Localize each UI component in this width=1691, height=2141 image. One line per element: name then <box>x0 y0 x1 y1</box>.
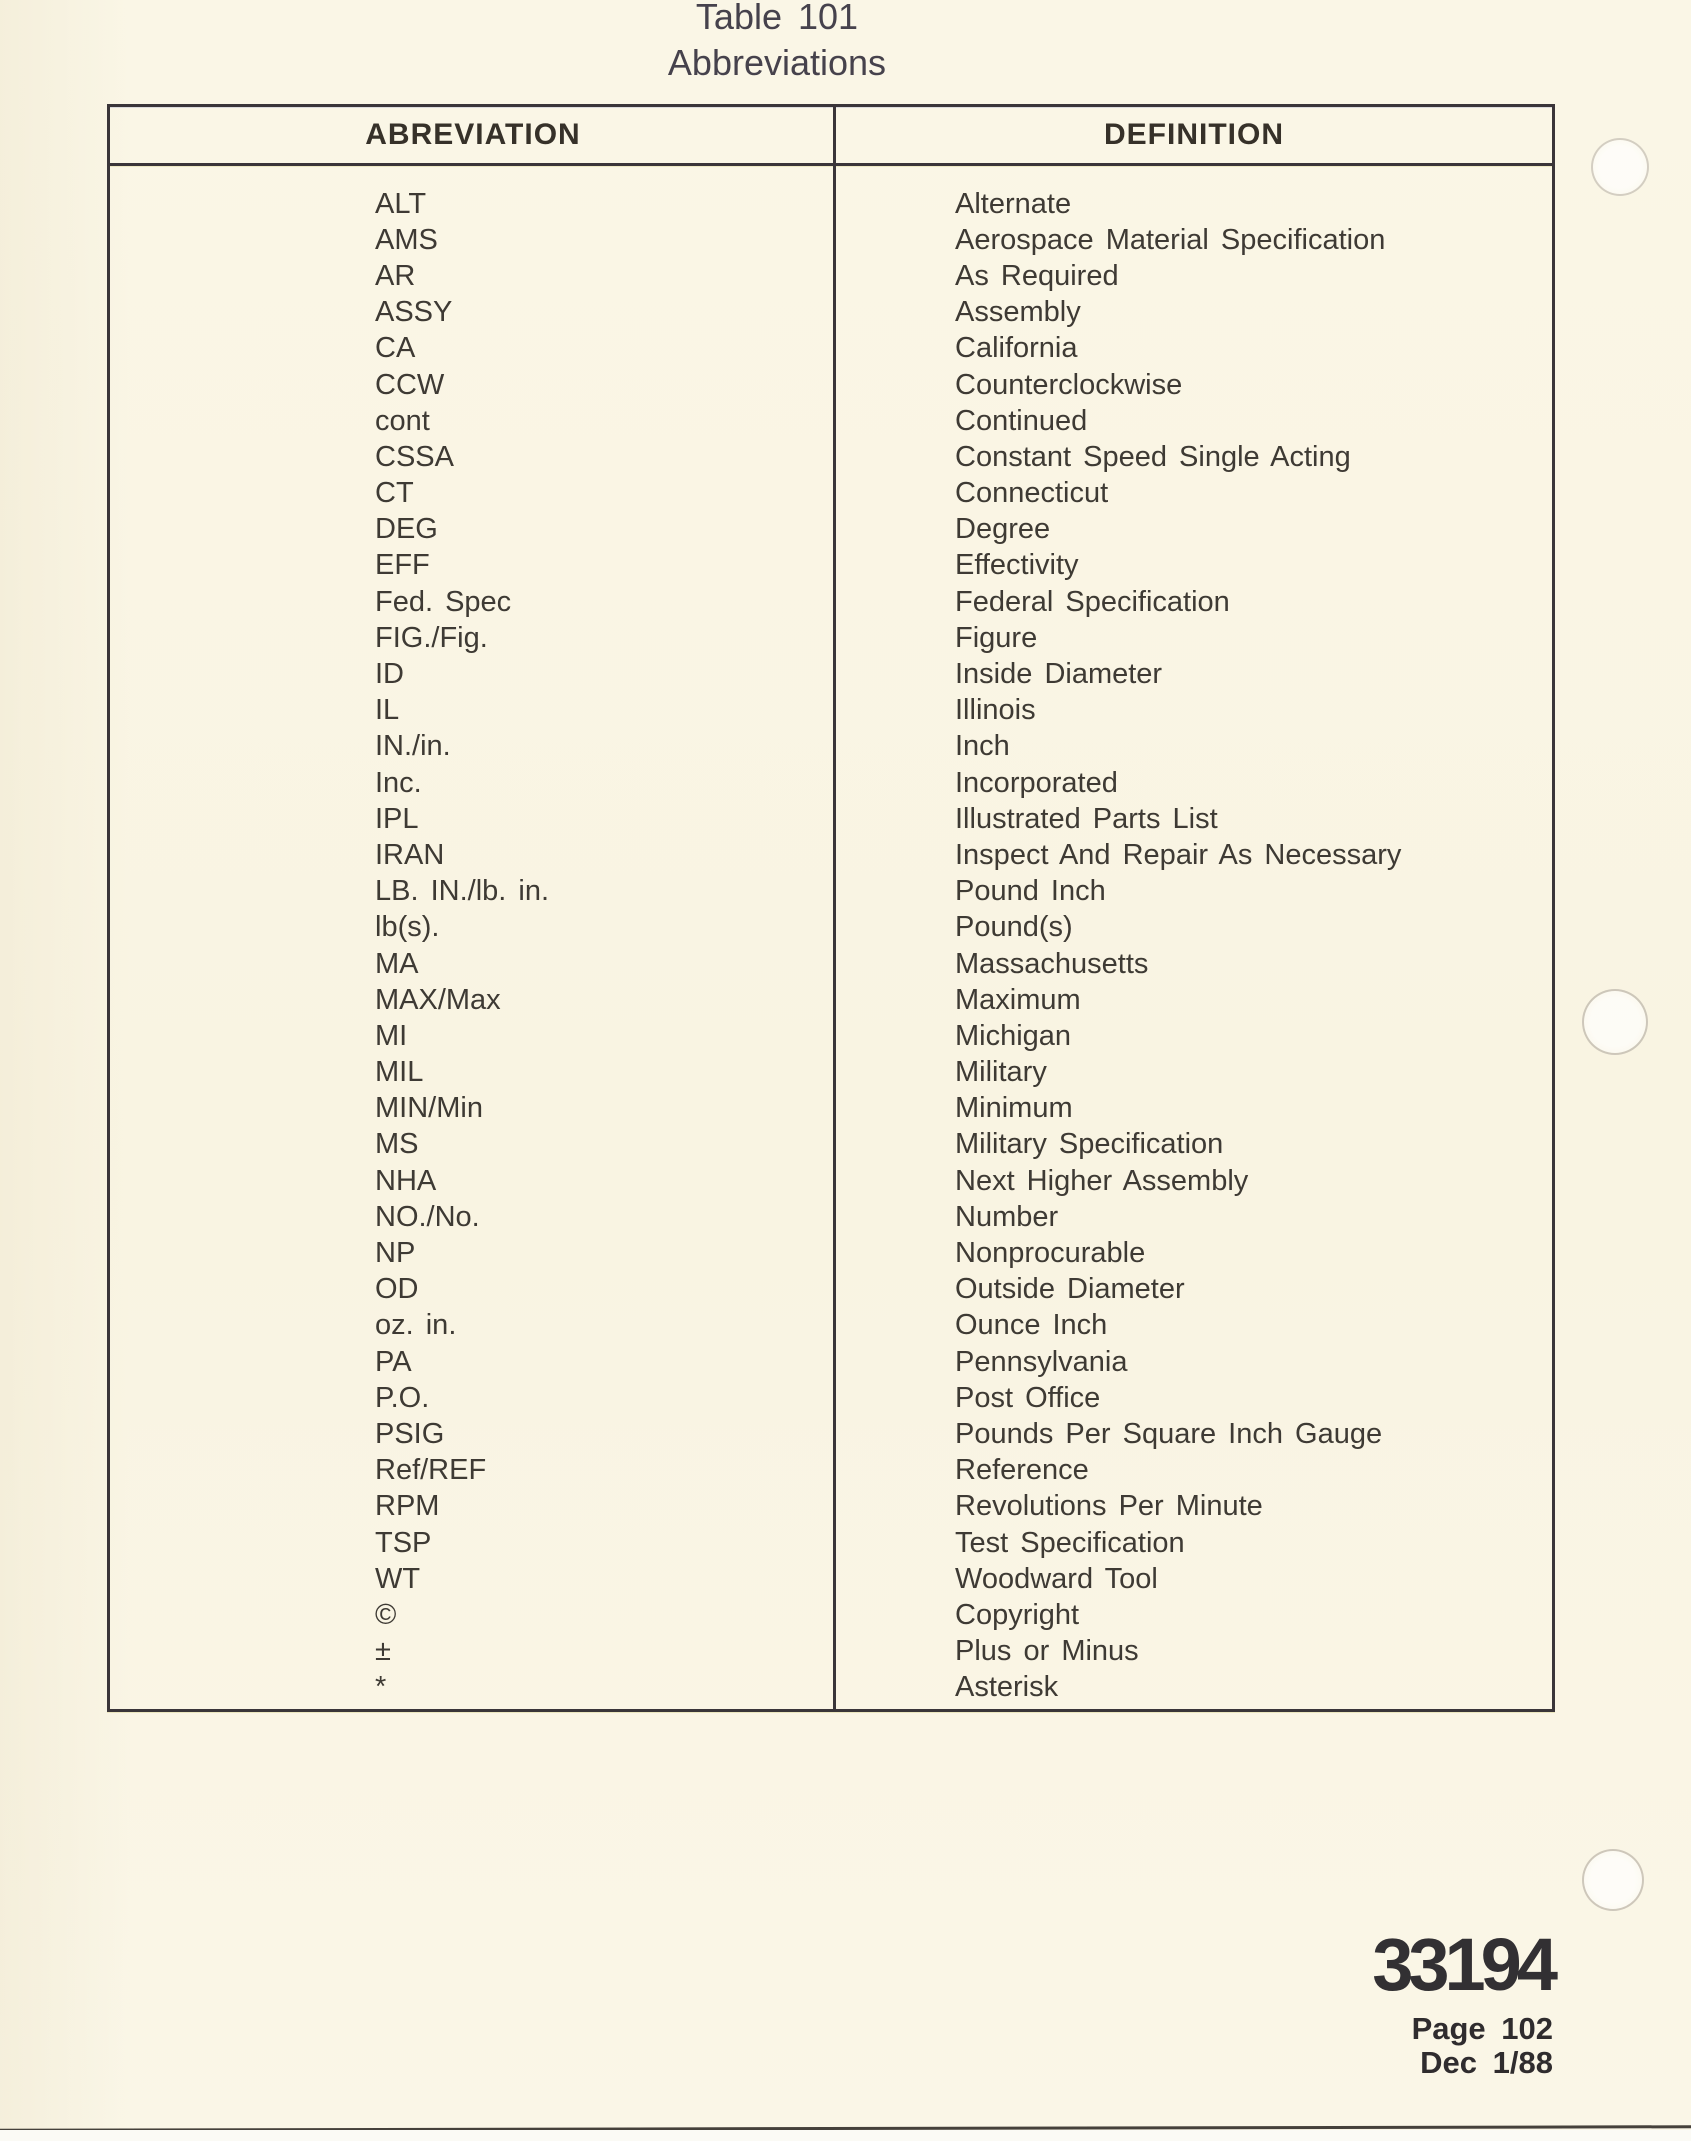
table-number: Table 101 <box>695 0 859 37</box>
punch-hole-top <box>1591 138 1649 196</box>
table-row <box>110 729 1552 765</box>
definition-cell: California <box>955 332 1078 365</box>
table-row <box>110 1235 1552 1271</box>
definition-cell: Aerospace Material Specification <box>955 223 1386 256</box>
abbreviation-cell: Ref/REF <box>375 1454 487 1487</box>
table-row <box>110 1489 1552 1525</box>
definition-cell: Military <box>955 1056 1047 1089</box>
definition-cell: Effectivity <box>955 549 1079 582</box>
definition-cell: Pounds Per Square Inch Gauge <box>955 1417 1383 1450</box>
abbreviation-cell: CCW <box>375 368 445 401</box>
table-row <box>110 512 1552 548</box>
abbreviation-cell: Inc. <box>375 766 422 799</box>
table-row <box>110 295 1552 331</box>
definition-cell: Massachusetts <box>955 947 1149 980</box>
definition-cell: Constant Speed Single Acting <box>955 440 1351 473</box>
abbreviation-cell: lb(s). <box>375 911 440 944</box>
table-row <box>110 1199 1552 1235</box>
abbreviations-table <box>107 104 1555 1712</box>
page-number: Page 102 <box>1411 2011 1553 2046</box>
abbreviation-cell: TSP <box>375 1526 432 1559</box>
abbreviation-cell: RPM <box>375 1490 440 1523</box>
definition-cell: Counterclockwise <box>955 368 1183 401</box>
abbreviation-cell: ALT <box>375 187 427 220</box>
definition-cell: Illustrated Parts List <box>955 802 1218 835</box>
abbreviation-cell: IL <box>375 694 400 727</box>
definition-cell: Federal Specification <box>955 585 1230 618</box>
definition-cell: Plus or Minus <box>955 1635 1139 1668</box>
definition-cell: Number <box>955 1200 1059 1233</box>
abbreviation-cell: IPL <box>375 802 419 835</box>
abbreviation-cell: * <box>375 1671 387 1704</box>
abbreviation-cell: CSSA <box>375 440 454 473</box>
abbreviation-cell: OD <box>375 1273 419 1306</box>
table-row <box>110 1670 1552 1706</box>
punch-hole-middle <box>1582 989 1648 1055</box>
definition-cell: Military Specification <box>955 1128 1224 1161</box>
definition-cell: Degree <box>955 513 1051 546</box>
abbreviation-cell: AR <box>375 259 416 292</box>
abbreviation-cell: CT <box>375 477 414 510</box>
table-row <box>110 1416 1552 1452</box>
definition-cell: Post Office <box>955 1381 1101 1414</box>
abbreviation-cell: ID <box>375 658 404 691</box>
abbreviation-cell: MA <box>375 947 419 980</box>
table-row <box>110 1018 1552 1054</box>
table-row <box>110 367 1552 403</box>
table-row <box>110 186 1552 222</box>
table-title-block <box>0 0 1554 86</box>
table-row <box>110 258 1552 294</box>
table-row <box>110 1561 1552 1597</box>
definition-cell: Figure <box>955 621 1038 654</box>
table-row <box>110 765 1552 801</box>
abbreviation-cell: oz. in. <box>375 1309 457 1342</box>
table-row <box>110 222 1552 258</box>
abbreviation-cell: P.O. <box>375 1381 430 1414</box>
abbreviation-cell: IN./in. <box>375 730 451 763</box>
definition-cell: Test Specification <box>955 1526 1185 1559</box>
definition-cell: Woodward Tool <box>955 1562 1158 1595</box>
table-row <box>110 620 1552 656</box>
abbreviation-cell: MS <box>375 1128 419 1161</box>
table-row <box>110 1055 1552 1091</box>
definition-cell: Asterisk <box>955 1671 1059 1704</box>
table-row <box>110 1272 1552 1308</box>
abbreviation-cell: Fed. Spec <box>375 585 512 618</box>
table-row <box>110 1091 1552 1127</box>
abbreviation-cell: FIG./Fig. <box>375 621 488 654</box>
table-row <box>110 1127 1552 1163</box>
abbreviation-cell: NHA <box>375 1164 437 1197</box>
abbreviation-cell: AMS <box>375 223 438 256</box>
table-title: Abbreviations <box>667 42 887 83</box>
table-row <box>110 982 1552 1018</box>
table-row <box>110 1344 1552 1380</box>
table-row <box>110 874 1552 910</box>
part-number: 33194 <box>1372 1923 1553 2006</box>
abbreviation-cell: MI <box>375 1019 408 1052</box>
abbreviation-cell: MIL <box>375 1056 424 1089</box>
definition-cell: Pound Inch <box>955 875 1106 908</box>
definition-cell: Reference <box>955 1454 1089 1487</box>
table-row <box>110 1308 1552 1344</box>
abbreviation-cell: CA <box>375 332 416 365</box>
abbreviation-cell: NO./No. <box>375 1200 480 1233</box>
definition-cell: Illinois <box>955 694 1036 727</box>
definition-cell: Inch <box>955 730 1010 763</box>
abbreviation-cell: ± <box>375 1635 391 1668</box>
header-abbreviation: ABREVIATION <box>365 118 581 151</box>
column-divider <box>833 107 836 1709</box>
abbreviation-cell: ASSY <box>375 296 453 329</box>
definition-cell: Revolutions Per Minute <box>955 1490 1263 1523</box>
definition-cell: Maximum <box>955 983 1081 1016</box>
table-row <box>110 801 1552 837</box>
definition-cell: Pennsylvania <box>955 1345 1128 1378</box>
abbreviation-cell: MAX/Max <box>375 983 501 1016</box>
scanner-background <box>0 2130 1691 2141</box>
definition-cell: As Required <box>955 259 1119 292</box>
table-row <box>110 403 1552 439</box>
table-row <box>110 548 1552 584</box>
abbreviation-cell: LB. IN./lb. in. <box>375 875 550 908</box>
abbreviation-cell: PA <box>375 1345 412 1378</box>
definition-cell: Minimum <box>955 1092 1073 1125</box>
abbreviation-cell: IRAN <box>375 838 445 871</box>
table-row <box>110 837 1552 873</box>
header-definition: DEFINITION <box>1104 118 1284 151</box>
table-row <box>110 331 1552 367</box>
definition-cell: Copyright <box>955 1598 1080 1631</box>
abbreviation-cell: © <box>375 1598 397 1631</box>
table-row <box>110 1525 1552 1561</box>
definition-cell: Pound(s) <box>955 911 1073 944</box>
abbreviation-cell: PSIG <box>375 1417 445 1450</box>
definition-cell: Continued <box>955 404 1088 437</box>
abbreviation-cell: EFF <box>375 549 430 582</box>
abbreviation-cell: cont <box>375 404 430 437</box>
abbreviation-cell: MIN/Min <box>375 1092 483 1125</box>
definition-cell: Connecticut <box>955 477 1109 510</box>
table-row <box>110 946 1552 982</box>
page-footer-stamp <box>1372 1923 1553 2080</box>
abbreviation-cell: NP <box>375 1237 416 1270</box>
table-row <box>110 584 1552 620</box>
table-row <box>110 476 1552 512</box>
definition-cell: Outside Diameter <box>955 1273 1185 1306</box>
definition-cell: Alternate <box>955 187 1072 220</box>
definition-cell: Incorporated <box>955 766 1118 799</box>
table-row <box>110 656 1552 692</box>
definition-cell: Assembly <box>955 296 1081 329</box>
abbreviation-cell: DEG <box>375 513 438 546</box>
definition-cell: Nonprocurable <box>955 1237 1146 1270</box>
definition-cell: Ounce Inch <box>955 1309 1108 1342</box>
table-body <box>110 166 1552 1706</box>
table-row <box>110 1163 1552 1199</box>
table-row <box>110 693 1552 729</box>
table-row <box>110 439 1552 475</box>
abbreviation-cell: WT <box>375 1562 421 1595</box>
definition-cell: Michigan <box>955 1019 1072 1052</box>
table-row <box>110 1453 1552 1489</box>
revision-date: Dec 1/88 <box>1420 2045 1553 2080</box>
punch-hole-bottom <box>1582 1849 1644 1911</box>
definition-cell: Inside Diameter <box>955 658 1163 691</box>
definition-cell: Inspect And Repair As Necessary <box>955 838 1402 871</box>
table-row <box>110 1380 1552 1416</box>
table-row <box>110 1597 1552 1633</box>
table-header-row <box>110 107 1552 166</box>
definition-cell: Next Higher Assembly <box>955 1164 1249 1197</box>
table-row <box>110 910 1552 946</box>
table-row <box>110 1634 1552 1670</box>
